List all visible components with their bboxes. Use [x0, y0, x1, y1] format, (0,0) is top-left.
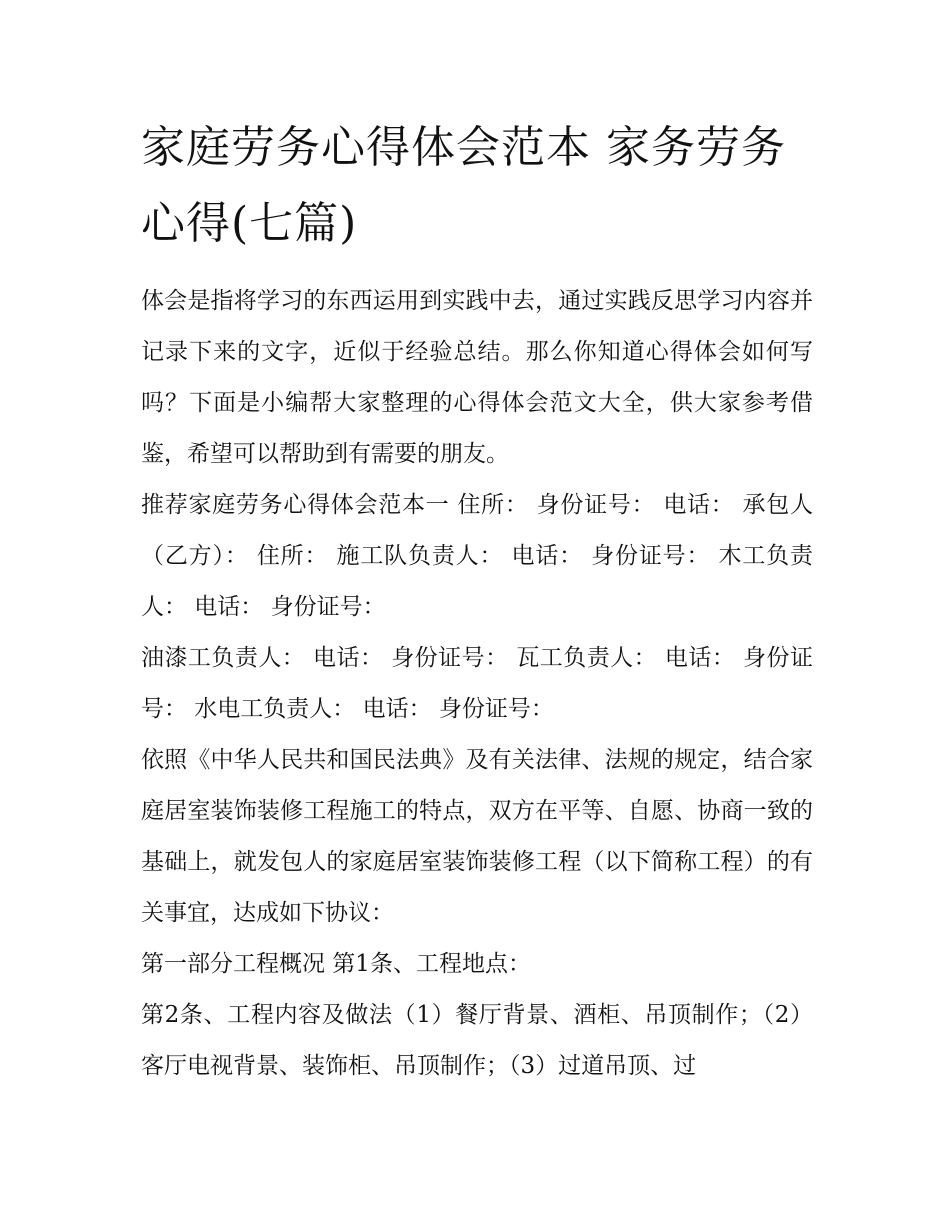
paragraph-agreement: 依照《中华人民共和国民法典》及有关法律、法规的规定，结合家庭居室装饰装修工程施工的特点，双方在平等、自愿、协商一致的基础上，就发包人的家庭居室装饰装修工程（以下简称工程）的有关事宜，达成如下协议： — [141, 747, 813, 926]
paragraph-work-content: 第2条、工程内容及做法（1）餐厅背景、酒柜、吊顶制作；（2）客厅电视背景、装饰柜、吊顶制作；（3）过道吊顶、过 — [141, 1002, 813, 1079]
document-title: 家庭劳务心得体会范本 家务劳务心得(七篇) — [141, 122, 786, 249]
paragraph-intro: 体会是指将学习的东西运用到实践中去，通过实践反思学习内容并记录下来的文字，近似于经验总结。那么你知道心得体会如何写吗？下面是小编帮大家整理的心得体会范文大全，供大家参考借鉴，希望可以帮助到有需要的朋友。 — [141, 288, 813, 467]
paragraph-workers: 油漆工负责人： 电话： 身份证号： 瓦工负责人： 电话： 身份证号： 水电工负责人： 电话： 身份证号： — [141, 645, 813, 722]
document-body — [141, 110, 813, 1092]
paragraph-overview: 第一部分工程概况 第1条、工程地点： — [141, 951, 531, 977]
paragraph-parties: 推荐家庭劳务心得体会范本一 住所： 身份证号： 电话： 承包人（乙方）： 住所： 施工队负责人： 电话： 身份证号： 木工负责人： 电话： 身份证号： — [141, 492, 813, 620]
